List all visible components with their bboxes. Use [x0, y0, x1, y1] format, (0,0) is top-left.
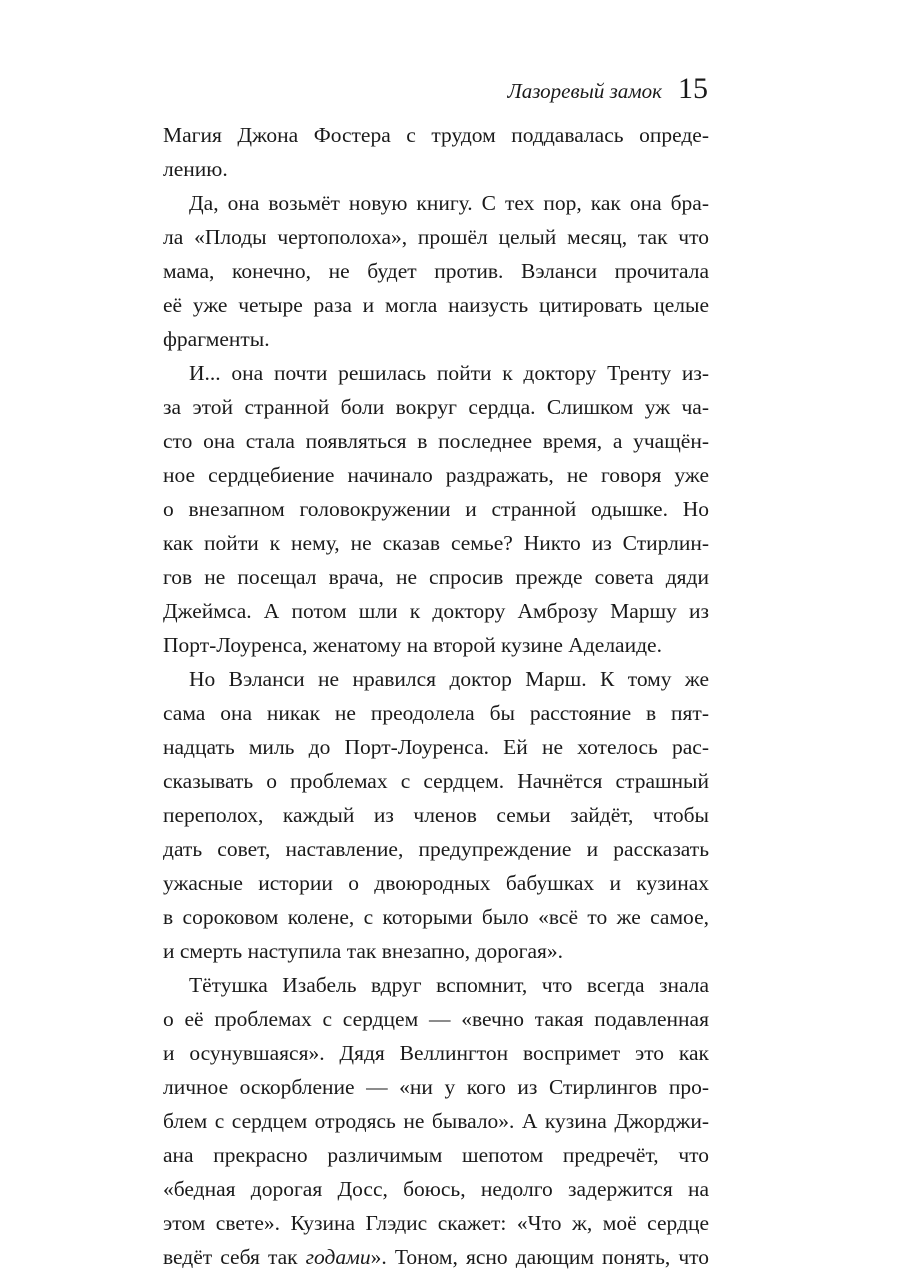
text-line: надцать миль до Порт-Лоуренса. Ей не хотелось рас-	[163, 735, 709, 759]
text-line: как пойти к нему, не сказав семье? Никто из Стирлин-	[163, 531, 709, 555]
text-line: лению.	[163, 157, 228, 181]
text-line: Но Вэланси не нравился доктор Марш. К тому же	[189, 667, 709, 691]
text-line: мама, конечно, не будет против. Вэланси прочитала	[163, 259, 709, 283]
text-line: этом свете». Кузина Глэдис скажет: «Что ж, моё сердце	[163, 1211, 709, 1235]
page-number: 15	[678, 72, 708, 105]
text-line: Тётушка Изабель вдруг вспомнит, что всегда знала	[189, 973, 709, 997]
emphasis-word: годами	[305, 1245, 371, 1269]
text-line-final	[163, 1240, 709, 1274]
text-line: «бедная дорогая Досс, боюсь, недолго задержится на	[163, 1177, 709, 1201]
text-line: ужасные истории о двоюродных бабушках и кузинах	[163, 871, 709, 895]
text-line: сама она никак не преодолела бы расстояние в пят-	[163, 701, 709, 725]
text-line: и осунувшаяся». Дядя Веллингтон воспримет это как	[163, 1041, 709, 1065]
text-line: личное оскорбление — «ни у кого из Стирлингов про-	[163, 1075, 709, 1099]
running-title: Лазоревый замок	[507, 79, 662, 103]
text-line: гов не посещал врача, не спросив прежде совета дяди	[163, 565, 709, 589]
text-line: Магия Джона Фостера с трудом поддавалась опреде-	[163, 123, 709, 147]
text-line: Да, она возьмёт новую книгу. С тех пор, как она бра-	[189, 191, 709, 215]
text-line: блем с сердцем отродясь не бывало». А кузина Джорджи-	[163, 1109, 709, 1133]
body-text	[163, 118, 709, 1274]
text-line: в сороковом колене, с которыми было «всё то же самое,	[163, 905, 709, 929]
text-line: сто она стала появляться в последнее время, а учащён-	[163, 429, 709, 453]
final-line-before: ведёт себя так	[163, 1245, 306, 1269]
text-line: и смерть наступила так внезапно, дорогая».	[163, 939, 564, 963]
text-line: фрагменты.	[163, 327, 270, 351]
text-line: ана прекрасно различимым шепотом предречёт, что	[163, 1143, 709, 1167]
text-line: ла «Плоды чертополоха», прошёл целый месяц, так что	[163, 225, 709, 249]
text-line: о внезапном головокружении и странной одышке. Но	[163, 497, 709, 521]
text-line: сказывать о проблемах с сердцем. Начнётся страшный	[163, 769, 709, 793]
text-line: И... она почти решилась пойти к доктору Тренту из-	[189, 361, 709, 385]
text-line: ное сердцебиение начинало раздражать, не говоря уже	[163, 463, 709, 487]
text-line: её уже четыре раза и могла наизусть цитировать целые	[163, 293, 709, 317]
text-line: переполох, каждый из членов семьи зайдёт, чтобы	[163, 803, 709, 827]
text-line: о её проблемах с сердцем — «вечно такая подавленная	[163, 1007, 709, 1031]
text-line: дать совет, наставление, предупреждение и рассказать	[163, 837, 709, 861]
running-head	[508, 72, 708, 106]
text-line: за этой странной боли вокруг сердца. Слишком уж ча-	[163, 395, 709, 419]
text-line: Джеймса. А потом шли к доктору Амброзу Маршу из	[163, 599, 709, 623]
text-line: Порт-Лоуренса, женатому на второй кузине Аделаиде.	[163, 633, 662, 657]
final-line-after: ». Тоном, ясно дающим понять, что	[370, 1245, 709, 1269]
